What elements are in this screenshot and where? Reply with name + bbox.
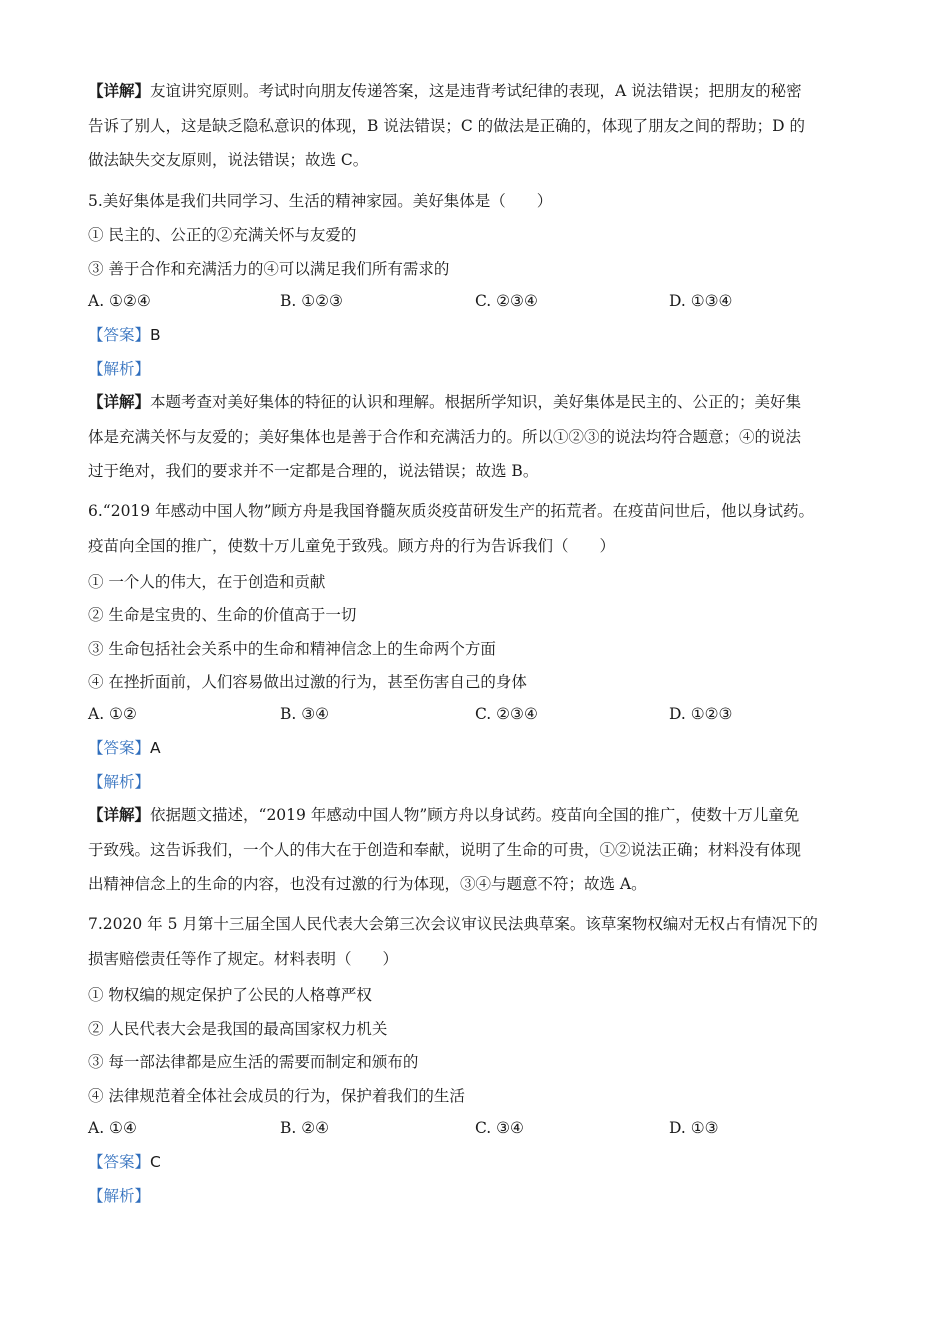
q6-option-a: A. ①② xyxy=(88,705,137,723)
q4-detail: 【详解】友谊讲究原则。考试时向朋友传递答案，这是违背考试纪律的表现，A 说法错误；把朋友的秘密 告诉了别人，这是缺乏隐私意识的体现，B 说法错误；C 的做法是正确的，体现了朋友之间的帮助；D 的 做法缺失交友原则，说法错误；故选 C。 xyxy=(88,81,805,170)
q6-option-c: C. ②③④ xyxy=(475,705,538,723)
q7-statement: ③ 每一部法律都是应生活的需要而制定和颁布的 xyxy=(88,1053,419,1071)
answer-label: 【答案】 xyxy=(88,739,151,757)
detail-label: 【详解】 xyxy=(88,805,151,824)
q7-option-b: B. ②④ xyxy=(280,1119,330,1137)
answer-value: A xyxy=(150,739,161,757)
q7-answer xyxy=(88,1152,161,1172)
q7-options xyxy=(88,1119,868,1141)
q6-option-d: D. ①②③ xyxy=(669,705,733,723)
q7-option-d: D. ①③ xyxy=(669,1119,719,1137)
q5-statement: ③ 善于合作和充满活力的④可以满足我们所有需求的 xyxy=(88,260,450,278)
detail-label: 【详解】 xyxy=(88,81,151,100)
q6-options xyxy=(88,705,868,727)
q5-options xyxy=(88,292,868,314)
q6-answer xyxy=(88,738,161,758)
q6-detail: 【详解】依据题文描述，“2019 年感动中国人物”顾方舟以身试药。疫苗向全国的推广，使数十万儿童免 于致残。这告诉我们，一个人的伟大在于创造和奉献，说明了生命的可贵，①②说法正确；材料没有体现 出精神信念上的生命的内容，也没有过激的行为体现，③④与题意不符；故选 A。 xyxy=(88,805,802,894)
q6-stem: 6.“2019 年感动中国人物”顾方舟是我国脊髓灰质炎疫苗研发生产的拓荒者。在疫苗问世后，他以身试药。 疫苗向全国的推广，使数十万儿童免于致残。顾方舟的行为告诉我们（ ） xyxy=(88,502,815,555)
q7-analysis-label: 【解析】 xyxy=(88,1187,151,1205)
q7-statement: ② 人民代表大会是我国的最高国家权力机关 xyxy=(88,1020,388,1038)
q5-answer xyxy=(88,325,161,345)
q5-detail: 【详解】本题考查对美好集体的特征的认识和理解。根据所学知识，美好集体是民主的、公正的；美好集 体是充满关怀与友爱的；美好集体也是善于合作和充满活力的。所以①②③的说法均符合题意；④的说法 过于绝对，我们的要求并不一定都是合理的，说法错误；故选 B。 xyxy=(88,392,802,481)
q7-stem: 7.2020 年 5 月第十三届全国人民代表大会第三次会议审议民法典草案。该草案物权编对无权占有情况下的 损害赔偿责任等作了规定。材料表明（ ） xyxy=(88,915,818,968)
detail-label: 【详解】 xyxy=(88,392,151,411)
q6-statement: ④ 在挫折面前，人们容易做出过激的行为，甚至伤害自己的身体 xyxy=(88,673,527,691)
q7-statement: ④ 法律规范着全体社会成员的行为，保护着我们的生活 xyxy=(88,1087,465,1105)
answer-value: B xyxy=(150,326,161,344)
q5-option-c: C. ②③④ xyxy=(475,292,538,310)
answer-label: 【答案】 xyxy=(88,326,151,344)
q5-analysis-label: 【解析】 xyxy=(88,360,151,378)
q5-option-b: B. ①②③ xyxy=(280,292,343,310)
q5-option-a: A. ①②④ xyxy=(88,292,151,310)
q6-statement: ③ 生命包括社会关系中的生命和精神信念上的生命两个方面 xyxy=(88,640,496,658)
q6-option-b: B. ③④ xyxy=(280,705,330,723)
q5-option-d: D. ①③④ xyxy=(669,292,733,310)
answer-label: 【答案】 xyxy=(88,1153,151,1171)
q7-option-a: A. ①④ xyxy=(88,1119,137,1137)
answer-value: C xyxy=(150,1153,161,1171)
q5-statement: ① 民主的、公正的②充满关怀与友爱的 xyxy=(88,226,357,244)
q6-statement: ① 一个人的伟大，在于创造和贡献 xyxy=(88,573,326,591)
q7-option-c: C. ③④ xyxy=(475,1119,524,1137)
q5-stem: 5.美好集体是我们共同学习、生活的精神家园。美好集体是（ ） xyxy=(88,192,553,210)
q6-statement: ② 生命是宝贵的、生命的价值高于一切 xyxy=(88,606,357,624)
q6-analysis-label: 【解析】 xyxy=(88,773,151,791)
q7-statement: ① 物权编的规定保护了公民的人格尊严权 xyxy=(88,986,372,1004)
